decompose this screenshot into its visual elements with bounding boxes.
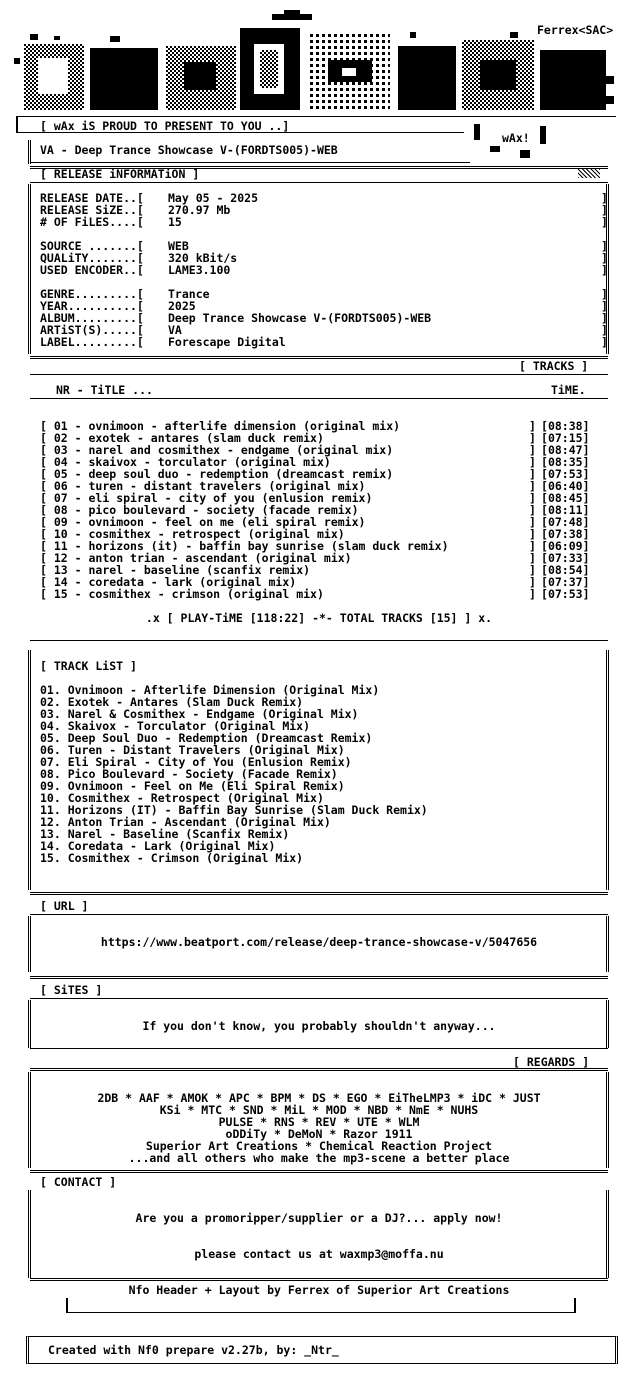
track-time-value: 08:35 xyxy=(547,455,583,469)
time-open: [ xyxy=(541,419,548,433)
track-close-bracket: ] xyxy=(529,491,536,505)
regards-line: KSi * MTC * SND * MiL * MOD * NBD * NmE * NUHS xyxy=(159,1103,479,1117)
info-value: 320 kBit/s xyxy=(168,251,238,265)
info-label: YEAR..........[ xyxy=(40,299,144,313)
time-open: [ xyxy=(541,431,548,445)
tracks-header-title: NR - TiTLE ... xyxy=(56,383,153,397)
track-list-item: 11. Horizons (IT) - Baffin Bay Sunrise (Slam Duck Remix) xyxy=(40,803,428,817)
track-title: ovnimoon - afterlife dimension (original mix) xyxy=(88,419,401,433)
regards-line: oDDiTy * DeMoN * Razor 1911 xyxy=(225,1127,413,1141)
track-close-bracket: ] xyxy=(529,563,536,577)
footer-text: Created with Nf0 prepare v2.27b, by: _Ntr_ xyxy=(48,1343,339,1357)
track-close-bracket: ] xyxy=(529,467,536,481)
info-value: Trance xyxy=(168,287,210,301)
contact-email-text[interactable]: please contact us at waxmp3@moffa.nu xyxy=(194,1247,444,1261)
track-list-item: 14. Coredata - Lark (Original Mix) xyxy=(40,839,276,853)
time-open: [ xyxy=(541,539,548,553)
track-number: 15 xyxy=(53,587,68,601)
track-time-value: 07:53 xyxy=(547,587,583,601)
track-number: 06 xyxy=(53,479,68,493)
track-time-value: 08:47 xyxy=(547,443,583,457)
info-value: Deep Trance Showcase V-(FORDTS005)-WEB xyxy=(168,311,432,325)
track-open-bracket: [ xyxy=(40,587,54,601)
time-open: [ xyxy=(541,467,548,481)
time-close: ] xyxy=(582,491,590,505)
track-close-bracket: ] xyxy=(529,431,536,445)
track-time-value: 07:53 xyxy=(547,467,583,481)
track-list-item: 08. Pico Boulevard - Society (Facade Remix) xyxy=(40,767,338,781)
info-value: 2025 xyxy=(168,299,196,313)
track-sep: - xyxy=(67,539,89,553)
time-open: [ xyxy=(541,587,548,601)
regards-line: 2DB * AAF * AMOK * APC * BPM * DS * EGO * EiTheLMP3 * iDC * JUST xyxy=(97,1091,541,1105)
logo-graphic xyxy=(10,10,620,122)
track-sep: - xyxy=(67,575,89,589)
info-label: RELEASE DATE..[ xyxy=(40,191,144,205)
time-close: ] xyxy=(582,539,590,553)
track-time-value: 07:38 xyxy=(547,527,583,541)
track-title: coredata - lark (original mix) xyxy=(88,575,297,589)
time-close: ] xyxy=(582,503,590,517)
track-open-bracket: [ xyxy=(40,515,54,529)
time-close: ] xyxy=(582,515,590,529)
track-time-value: 08:45 xyxy=(547,491,583,505)
track-close-bracket: ] xyxy=(529,455,536,469)
logo-tag: wAx! xyxy=(502,131,530,145)
track-sep: - xyxy=(67,551,89,565)
track-title: ovnimoon - feel on me (eli spiral remix) xyxy=(88,515,366,529)
info-label: LABEL.........[ xyxy=(40,335,144,349)
regards-line: ...and all others who make the mp3-scene a better place xyxy=(128,1151,510,1165)
time-open: [ xyxy=(541,563,548,577)
regards-line: Superior Art Creations * Chemical Reaction Project xyxy=(145,1139,493,1153)
track-list-item: 04. Skaivox - Torculator (Original Mix) xyxy=(40,719,311,733)
track-number: 08 xyxy=(53,503,68,517)
track-open-bracket: [ xyxy=(40,479,54,493)
section-track-list: [ TRACK LiST ] xyxy=(40,659,137,673)
time-close: ] xyxy=(582,467,590,481)
info-label: QUALiTY.......[ xyxy=(40,251,144,265)
time-close: ] xyxy=(582,587,590,601)
track-close-bracket: ] xyxy=(529,527,536,541)
track-close-bracket: ] xyxy=(529,479,536,493)
track-number: 07 xyxy=(53,491,68,505)
track-time-value: 07:37 xyxy=(547,575,583,589)
track-list-item: 09. Ovnimoon - Feel on Me (Eli Spiral Remix) xyxy=(40,779,345,793)
track-close-bracket: ] xyxy=(529,539,536,553)
track-number: 03 xyxy=(53,443,68,457)
track-sep: - xyxy=(67,419,89,433)
info-value: May 05 - 2025 xyxy=(168,191,259,205)
info-close-bracket: ] xyxy=(601,239,608,253)
info-close-bracket: ] xyxy=(601,287,608,301)
info-close-bracket: ] xyxy=(601,251,608,265)
track-close-bracket: ] xyxy=(529,503,536,517)
track-open-bracket: [ xyxy=(40,455,54,469)
layout-credits: Nfo Header + Layout by Ferrex of Superior Art Creations xyxy=(128,1283,510,1297)
track-title: skaivox - torculator (original mix) xyxy=(88,455,331,469)
info-close-bracket: ] xyxy=(601,203,608,217)
track-list-item: 15. Cosmithex - Crimson (Original Mix) xyxy=(40,851,304,865)
track-list-item: 12. Anton Trian - Ascendant (Original Mix) xyxy=(40,815,331,829)
track-number: 11 xyxy=(53,539,68,553)
time-open: [ xyxy=(541,527,548,541)
time-close: ] xyxy=(582,551,590,565)
info-label: SOURCE .......[ xyxy=(40,239,144,253)
info-value: 15 xyxy=(168,215,182,229)
track-list-item: 03. Narel & Cosmithex - Endgame (Original Mix) xyxy=(40,707,359,721)
time-close: ] xyxy=(582,563,590,577)
section-regards: [ REGARDS ] xyxy=(513,1055,590,1069)
track-title: pico boulevard - society (facade remix) xyxy=(88,503,359,517)
time-open: [ xyxy=(541,455,548,469)
info-close-bracket: ] xyxy=(601,323,608,337)
info-close-bracket: ] xyxy=(601,215,608,229)
track-number: 09 xyxy=(53,515,68,529)
track-list-item: 10. Cosmithex - Retrospect (Original Mix) xyxy=(40,791,324,805)
track-time-value: 07:15 xyxy=(547,431,583,445)
track-title: cosmithex - crimson (original mix) xyxy=(88,587,324,601)
track-list-item: 02. Exotek - Antares (Slam Duck Remix) xyxy=(40,695,304,709)
time-open: [ xyxy=(541,479,548,493)
sites-text: If you don't know, you probably shouldn't anyway... xyxy=(142,1019,496,1033)
track-open-bracket: [ xyxy=(40,419,54,433)
info-label: # OF FiLES....[ xyxy=(40,215,144,229)
info-label: ALBUM.........[ xyxy=(40,311,144,325)
track-title: narel - baseline (scanfix remix) xyxy=(88,563,311,577)
track-title: anton trian - ascendant (original mix) xyxy=(88,551,352,565)
time-close: ] xyxy=(582,527,590,541)
track-open-bracket: [ xyxy=(40,575,54,589)
time-open: [ xyxy=(541,443,548,457)
track-number: 14 xyxy=(53,575,68,589)
info-close-bracket: ] xyxy=(601,263,608,277)
time-open: [ xyxy=(541,491,548,505)
info-close-bracket: ] xyxy=(601,191,608,205)
info-label: RELEASE SiZE..[ xyxy=(40,203,144,217)
release-title: VA - Deep Trance Showcase V-(FORDTS005)-WEB xyxy=(40,143,338,157)
track-time-value: 07:33 xyxy=(547,551,583,565)
track-close-bracket: ] xyxy=(529,551,536,565)
info-close-bracket: ] xyxy=(601,299,608,313)
info-label: GENRE.........[ xyxy=(40,287,144,301)
contact-apply-text: Are you a promoripper/supplier or a DJ?... apply now! xyxy=(135,1211,503,1225)
track-open-bracket: [ xyxy=(40,563,54,577)
info-value: Forescape Digital xyxy=(168,335,286,349)
track-close-bracket: ] xyxy=(529,575,536,589)
info-value: VA xyxy=(168,323,182,337)
track-list-item: 06. Turen - Distant Travelers (Original Mix) xyxy=(40,743,345,757)
track-sep: - xyxy=(67,515,89,529)
track-close-bracket: ] xyxy=(529,587,536,601)
time-open: [ xyxy=(541,515,548,529)
track-sep: - xyxy=(67,491,89,505)
track-sep: - xyxy=(67,467,89,481)
section-url: [ URL ] xyxy=(40,899,89,913)
track-sep: - xyxy=(67,443,89,457)
track-number: 01 xyxy=(53,419,68,433)
section-contact: [ CONTACT ] xyxy=(40,1175,117,1189)
track-list-item: 05. Deep Soul Duo - Redemption (Dreamcast Remix) xyxy=(40,731,373,745)
track-sep: - xyxy=(67,587,89,601)
info-close-bracket: ] xyxy=(601,335,608,349)
track-list-item: 13. Narel - Baseline (Scanfix Remix) xyxy=(40,827,290,841)
track-open-bracket: [ xyxy=(40,503,54,517)
track-sep: - xyxy=(67,527,89,541)
track-title: narel and cosmithex - endgame (original mix) xyxy=(88,443,394,457)
track-open-bracket: [ xyxy=(40,551,54,565)
track-row xyxy=(40,588,324,600)
track-close-bracket: ] xyxy=(529,515,536,529)
time-close: ] xyxy=(582,479,590,493)
time-open: [ xyxy=(541,575,548,589)
time-close: ] xyxy=(582,419,590,433)
track-number: 12 xyxy=(53,551,68,565)
time-open: [ xyxy=(541,551,548,565)
track-title: turen - distant travelers (original mix) xyxy=(88,479,366,493)
info-label: USED ENCODER..[ xyxy=(40,263,144,277)
track-number: 10 xyxy=(53,527,68,541)
track-number: 04 xyxy=(53,455,68,469)
section-sites: [ SiTES ] xyxy=(40,983,103,997)
track-time-value: 07:48 xyxy=(547,515,583,529)
track-title: horizons (it) - baffin bay sunrise (slam duck remix) xyxy=(88,539,449,553)
info-close-bracket: ] xyxy=(601,311,608,325)
track-open-bracket: [ xyxy=(40,431,54,445)
track-time-value: 08:38 xyxy=(547,419,583,433)
track-open-bracket: [ xyxy=(40,527,54,541)
time-close: ] xyxy=(582,455,590,469)
track-sep: - xyxy=(67,455,89,469)
track-time-value: 06:40 xyxy=(547,479,583,493)
section-release-info: [ RELEASE iNFORMATiON ] xyxy=(40,167,200,181)
track-sep: - xyxy=(67,503,89,517)
track-sep: - xyxy=(67,479,89,493)
track-number: 02 xyxy=(53,431,68,445)
section-tracks: [ TRACKS ] xyxy=(519,359,589,373)
info-value: LAME3.100 xyxy=(168,263,231,277)
time-close: ] xyxy=(582,575,590,589)
track-time-value: 08:54 xyxy=(547,563,583,577)
track-title: exotek - antares (slam duck remix) xyxy=(88,431,324,445)
track-title: eli spiral - city of you (enlusion remix) xyxy=(88,491,373,505)
track-open-bracket: [ xyxy=(40,467,54,481)
track-number: 05 xyxy=(53,467,68,481)
track-title: cosmithex - retrospect (original mix) xyxy=(88,527,345,541)
track-title: deep soul duo - redemption (dreamcast remix) xyxy=(88,467,394,481)
track-sep: - xyxy=(67,563,89,577)
release-url-link[interactable]: https://www.beatport.com/release/deep-trance-showcase-v/5047656 xyxy=(100,935,538,949)
track-close-bracket: ] xyxy=(529,419,536,433)
track-sep: - xyxy=(67,431,89,445)
track-number: 13 xyxy=(53,563,68,577)
header-credit: Ferrex<SAC> xyxy=(537,23,614,37)
time-open: [ xyxy=(541,503,548,517)
track-close-bracket: ] xyxy=(529,443,536,457)
logo-art xyxy=(10,10,620,122)
info-value: 270.97 Mb xyxy=(168,203,231,217)
tracks-summary: .x [ PLAY-TiME [118:22] -*- TOTAL TRACKS [15] ] x. xyxy=(145,611,493,625)
track-list-item: 07. Eli Spiral - City of You (Enlusion Remix) xyxy=(40,755,352,769)
track-open-bracket: [ xyxy=(40,491,54,505)
time-close: ] xyxy=(582,443,590,457)
info-value: WEB xyxy=(168,239,189,253)
track-time xyxy=(541,588,590,600)
info-label: ARTiST(S).....[ xyxy=(40,323,144,337)
track-time-value: 08:11 xyxy=(547,503,583,517)
present-banner: [ wAx iS PROUD TO PRESENT TO YOU ..] xyxy=(40,119,290,133)
regards-line: PULSE * RNS * REV * UTE * WLM xyxy=(218,1115,420,1129)
time-close: ] xyxy=(582,431,590,445)
track-list-item: 01. Ovnimoon - Afterlife Dimension (Original Mix) xyxy=(40,683,380,697)
track-open-bracket: [ xyxy=(40,539,54,553)
tracks-header-time: TiME. xyxy=(551,383,586,397)
track-time-value: 06:09 xyxy=(547,539,583,553)
track-open-bracket: [ xyxy=(40,443,54,457)
